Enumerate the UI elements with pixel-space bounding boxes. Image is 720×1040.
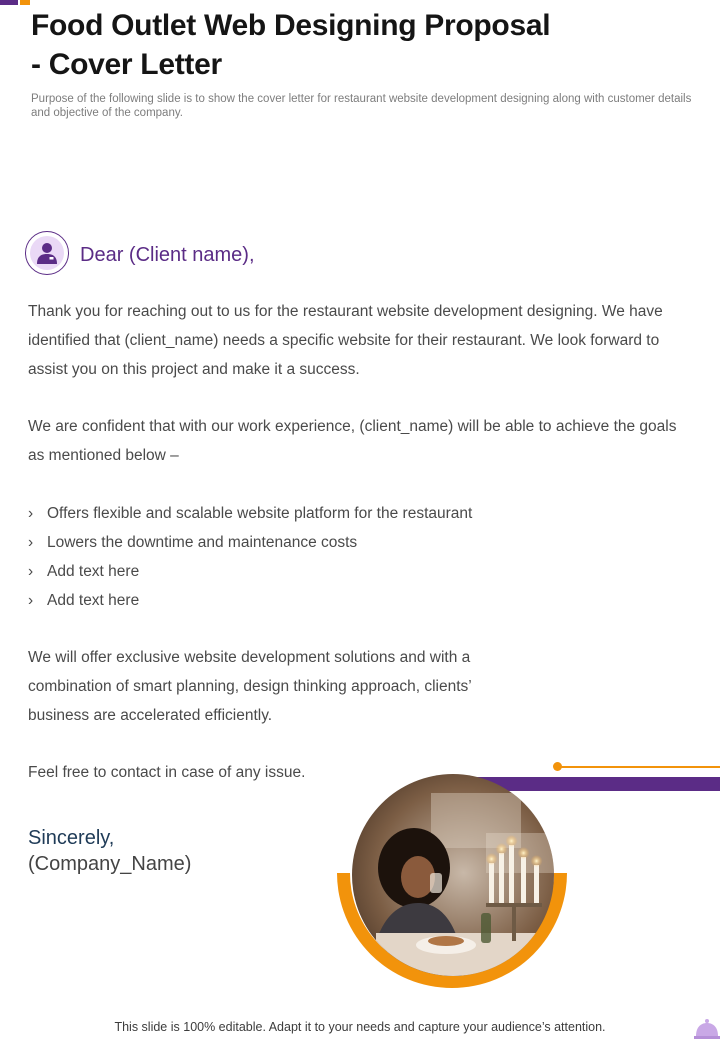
page-title [31, 6, 681, 84]
page-subtitle: Purpose of the following slide is to show the cover letter for restaurant website development designing along with customer details and objective of the company. [31, 93, 692, 119]
user-icon [36, 241, 58, 265]
goals-list [28, 499, 472, 615]
closing-salutation: Sincerely, [28, 827, 115, 849]
list-item-text: Add text here [47, 563, 140, 580]
letter-paragraph-4: Feel free to contact in case of any issue. [28, 764, 306, 781]
title-line-2: - Cover Letter [31, 48, 222, 81]
list-item-text: Offers flexible and scalable website platform for the restaurant [47, 505, 473, 522]
list-item [28, 586, 472, 615]
letter-paragraph-1: Thank you for reaching out to us for the restaurant website development designing. We have identified that (client_name) needs a specific website for their restaurant. We look forward to assist you on this project and make it a success. [28, 303, 663, 378]
list-item [28, 557, 472, 586]
decorative-dot [553, 762, 562, 771]
corner-accent-orange [20, 0, 30, 5]
list-item [28, 528, 472, 557]
chevron-right-icon: › [28, 505, 34, 522]
title-line-1: Food Outlet Web Designing Proposal [31, 9, 551, 42]
list-item-text: Add text here [47, 592, 140, 609]
client-avatar [25, 231, 69, 275]
letter-paragraph-3: We will offer exclusive website development solutions and with a combination of smart planning, design thinking approach, clients’ business are accelerated efficiently. [28, 649, 472, 724]
list-item-text: Lowers the downtime and maintenance costs [47, 534, 358, 551]
greeting: Dear (Client name), [80, 244, 255, 266]
food-cloche-icon [694, 1016, 720, 1040]
footer-note: This slide is 100% editable. Adapt it to your needs and capture your audience’s attention. [114, 1020, 606, 1034]
letter-paragraph-2: We are confident that with our work experience, (client_name) will be able to achieve the goals as mentioned below – [28, 418, 677, 464]
corner-accent-purple [0, 0, 18, 5]
decorative-line [558, 766, 720, 768]
chevron-right-icon: › [28, 563, 34, 580]
dining-photo [336, 773, 568, 995]
company-name: (Company_Name) [28, 853, 192, 875]
list-item [28, 499, 472, 528]
chevron-right-icon: › [28, 534, 34, 551]
chevron-right-icon: › [28, 592, 34, 609]
